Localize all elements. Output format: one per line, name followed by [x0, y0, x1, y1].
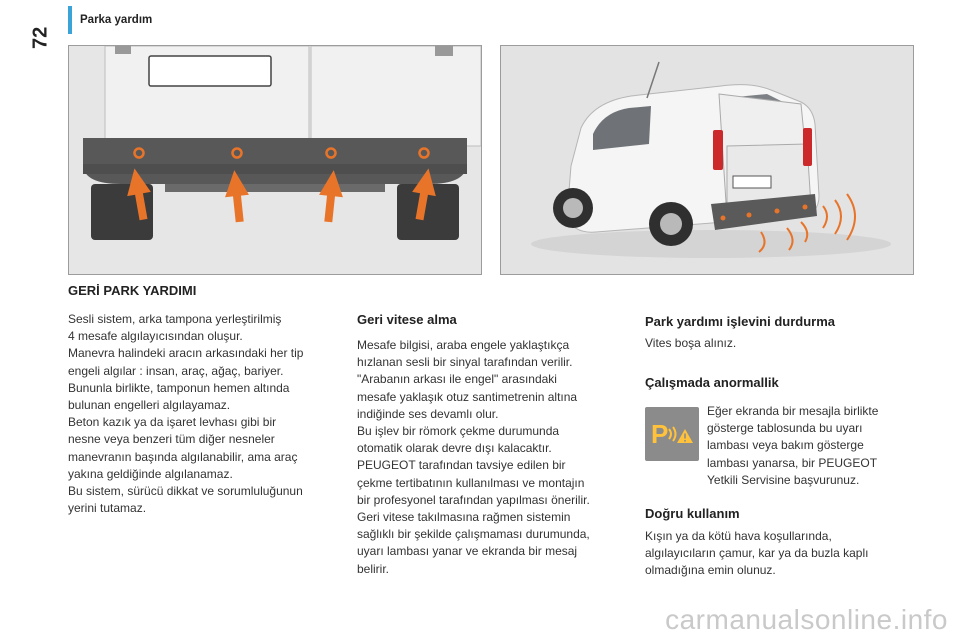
reverse-gear-line: indiğinde ses devamlı olur.: [357, 406, 499, 421]
fault-line: gösterge tablosunda bu uyarı: [707, 421, 863, 436]
reverse-gear-line: çekme tertibatının kullanılması ve montajın: [357, 475, 585, 490]
fault-line: Eğer ekranda bir mesajla birlikte: [707, 404, 879, 418]
intro-line: Bununla birlikte, tamponun hemen altında: [68, 380, 290, 395]
fault-text: [707, 403, 878, 489]
reverse-gear-line: uyarı lambası yanar ve ekranda bir mesaj: [357, 544, 578, 559]
watermark: carmanualsonline.info: [665, 604, 948, 635]
intro-line: nesne veya benzeri tüm diğer nesneler: [68, 432, 275, 447]
usage-line: Kışın ya da kötü hava koşullarında,: [645, 529, 832, 543]
reverse-gear-line: bir profesyonel tarafından yapılması önerilir.: [357, 492, 590, 507]
header-accent-bar: [68, 6, 72, 34]
intro-line: 4 mesafe algılayıcısından oluşur.: [68, 329, 243, 344]
reverse-gear-line: sağlıklı bir şekilde çalışmaması durumunda,: [357, 527, 590, 542]
intro-line: manevranın başında algılanabilir, ama araç: [68, 449, 298, 464]
usage-line: olmadığına emin olunuz.: [645, 563, 776, 578]
van-parking-illustration: [500, 45, 914, 275]
intro-line: Bu sistem, sürücü dikkat ve sorumluluğunun: [68, 484, 303, 499]
parking-sensor-warning-icon: [645, 407, 699, 461]
fault-line: lambası yanarsa, bir PEUGEOT: [707, 455, 878, 470]
svg-text:P: P: [651, 419, 669, 449]
reverse-gear-line: PEUGEOT tarafından tavsiye edilen bir: [357, 458, 566, 473]
intro-line: Sesli sistem, arka tampona yerleştirilmiş: [68, 312, 282, 326]
reverse-gear-line: hızlanan sesli bir sinyal tarafından verilir.: [357, 355, 573, 370]
reverse-gear-line: otomatik olarak devre dışı kalacaktır.: [357, 441, 552, 456]
reverse-gear-line: Bu işlev bir römork çekme durumunda: [357, 424, 560, 439]
reverse-gear-line: belirir.: [357, 561, 390, 576]
stop-heading: Park yardımı işlevini durdurma: [645, 314, 836, 329]
rear-bumper-illustration: [68, 45, 482, 275]
intro-line: Manevra halindeki aracın arkasındaki her tip: [68, 346, 304, 361]
intro-line: engeli algılar : insan, araç, ağaç, bariyer.: [68, 363, 284, 378]
intro-line: bulunan engelleri algılayamaz.: [68, 398, 231, 413]
fault-line: lambası veya bakım gösterge: [707, 438, 864, 453]
stop-line: Vites boşa alınız.: [645, 336, 737, 350]
main-heading: GERİ PARK YARDIMI: [68, 283, 197, 298]
reverse-gear-line: mesafe yaklaşık otuz santimetrenin altına: [357, 389, 578, 404]
intro-line: yerini tutamaz.: [68, 501, 147, 516]
stop-text: [645, 335, 736, 352]
fault-line: Yetkili Servisine başvurunuz.: [707, 472, 860, 487]
reverse-gear-line: "Arabanın arkası ile engel" arasındaki: [357, 372, 557, 387]
reverse-gear-text: [357, 337, 590, 578]
fault-heading: Çalışmada anormallik: [645, 375, 779, 390]
usage-line: algılayıcıların çamur, kar ya da buzla kaplı: [645, 546, 869, 561]
reverse-gear-heading: Geri vitese alma: [357, 312, 457, 327]
intro-line: yakına geldiğinde algılanamaz.: [68, 466, 233, 481]
intro-text: [68, 311, 303, 517]
reverse-gear-line: Geri vitese takılmasına rağmen sistemin: [357, 510, 571, 525]
section-title: Parka yardım: [80, 14, 153, 26]
usage-heading: Doğru kullanım: [645, 506, 740, 521]
intro-line: Beton kazık ya da işaret levhası gibi bir: [68, 415, 277, 430]
usage-text: [645, 528, 868, 580]
page-number: 72: [29, 26, 52, 50]
reverse-gear-line: Mesafe bilgisi, araba engele yaklaştıkça: [357, 338, 570, 352]
